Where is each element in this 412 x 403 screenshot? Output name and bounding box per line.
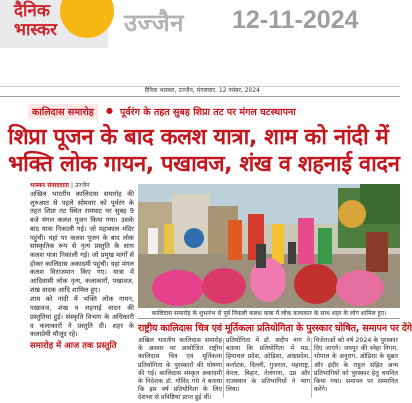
city-name: उज्जैन xyxy=(124,9,185,37)
article-body-column xyxy=(30,190,134,392)
section-kicker: कालिदास समारोह xyxy=(28,104,98,119)
byline-city: उज्जैन xyxy=(74,182,90,189)
second-article-column-2: प्रतियोगिता में डॉ. संदीप नाग ने बताया कि प्रतियोगिता में मप्र, हिमाचल प्रदेश, ओड़िशा, आंध्रप्रदेश, कर्नाटक, दिल्ली, गुजरात, महाराष्ट्र, केरल, बिहार, तेलंगाना, उप्र और राजस्थान के प्रतिभागियों ने भाग लिया। xyxy=(226,337,310,394)
byline xyxy=(30,181,89,189)
procession-photo-illustration xyxy=(138,184,400,308)
headline-line-1: शिप्रा पूजन के बाद कलश यात्रा, शाम को नांदी में xyxy=(8,125,389,150)
second-article-column-3: विजेताओं को वर्ष 2024 के पुरस्कार दिए जाएंगे। जयपुर की स्नेहा निगम, भोपाल के अनुराग, ओड़िशा के सुब्रत और इंदौर के राहुल सहित अन्य प्रतिभागियों को पुरस्कार हेतु चयनित किया गया। समापन पर सम्मानित करेंगे। xyxy=(314,337,398,394)
second-article-headline: राष्ट्रीय कालिदास चित्र एवं मूर्तिकला प्रतियोगिता के पुरस्कार घोषित, समापन पर देंगे xyxy=(138,323,412,334)
column-divider xyxy=(223,338,224,398)
article-subhead: पूर्वरंग के तहत सुबह शिप्रा तट पर मंगल घटस्थापना xyxy=(120,107,296,118)
body-paragraph: शाम को नांदी में भक्ति लोक गायन, पखावज, शंख व शहनाई वादन की प्रस्तुतियां हुई। संस्कृति विभाग के अधिकारी व कलाकारों ने प्रस्तुति दी। शहर के कलाप्रेमी मौजूद रहे। xyxy=(30,295,134,339)
column-divider xyxy=(311,338,312,398)
headline-line-2: भक्ति लोक गायन, पखावज, शंख व शहनाई वादन xyxy=(8,152,400,177)
logo-text: दैनिक भास्कर xyxy=(14,1,57,40)
procession-photo xyxy=(138,184,400,308)
byline-separator: | xyxy=(71,182,75,189)
paper-date-strip xyxy=(0,86,400,97)
clipping-header xyxy=(0,0,400,58)
article-headline xyxy=(8,124,400,178)
strip-text: दैनिक भास्कर, उज्जैन, मंगलवार, 12 नवंबर, 2024 xyxy=(144,87,260,94)
photo-caption: कालिदास समारोह के शुभारंभ से पूर्व निकली कलश यात्रा में लोक कलाकार के साथ शहर के लोग शामिल हुए। xyxy=(151,310,387,317)
byline-label: भास्कर संवाददाता xyxy=(30,182,70,189)
second-article-column-1: अखिल भारतीय कालिदास समारोह के अवसर पर आयोजित राष्ट्रीय कालिदास चित्र एवं मूर्तिकला प्रतियोगिता के पुरस्कारों की घोषणा की गई। कालिदास संस्कृत अकादमी के निदेशक डॉ. गोविंद गंधे ने बताया कि इस वर्ष प्रतियोगिता के लिए देशभर से प्रविष्टियां प्राप्त हुई थीं। xyxy=(138,337,222,402)
column-subheading: समारोह में आज तक प्रस्तुति xyxy=(30,340,117,351)
dainik-bhaskar-logo xyxy=(0,0,108,48)
divider xyxy=(138,318,400,319)
bullet-icon: ● xyxy=(106,106,113,115)
kicker-row xyxy=(0,104,400,120)
body-paragraph: अखिल भारतीय कालिदास समारोह की शुरुआत से पहले सोमवार को पूर्वरंग के तहत शिप्रा तट स्थित रामघाट पर सुबह 9 बजे मंगल कलश पूजन किया गया। उसके बाद यात्रा निकाली गई। जो महाकाल मंदिर पहुंची। यहां पर कलश पूजन के बाद लोक सांस्कृतिक रूप से नृत्य प्रस्तुति के साथ कलश यात्रा निकाली गई। जो प्रमुख मार्गों से होकर कालिदास अकादमी पहुंची। यहां मंगल कलश विराजमान किए गए। यात्रा में आदिवासी लोक नृत्य, कलाकारों, पखावज, शंख वादक आदि शामिल हुए। xyxy=(30,190,134,294)
edition-date: 12-11-2024 xyxy=(232,6,359,34)
